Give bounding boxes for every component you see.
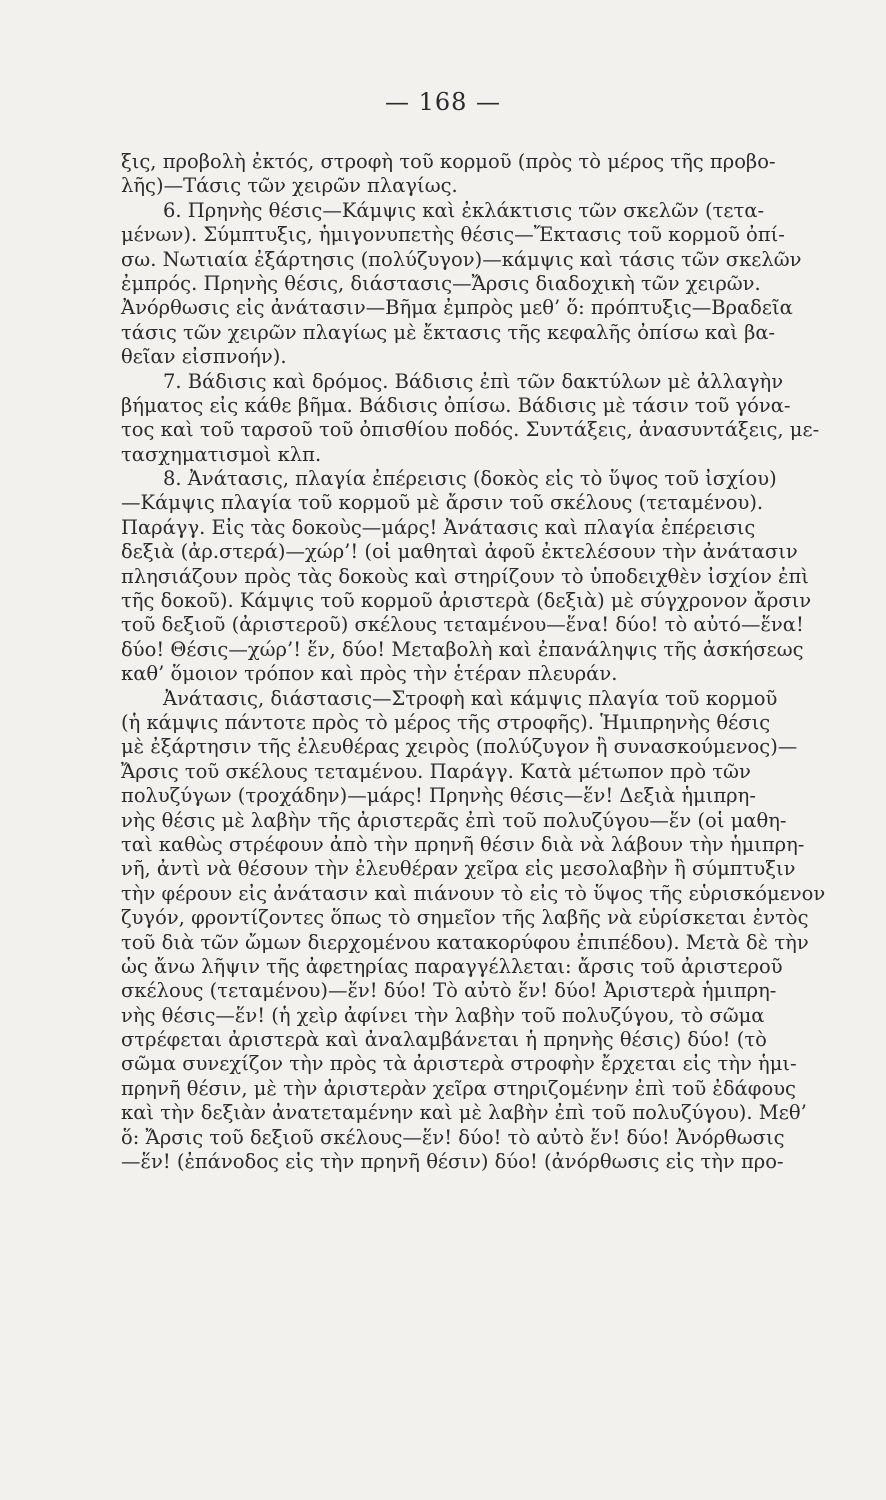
- text-line: —ἕν! (ἐπάνοδος εἰς τὴν πρηνῆ θέσιν) δύο! (ἀνόρθωσις εἰς τὴν προ-: [121, 1150, 784, 1174]
- text-line: 8. Ἀνάτασις, πλαγία ἐπέρεισις (δοκὸς εἰς τὸ ὕψος τοῦ ἰσχίου): [163, 467, 777, 491]
- body-text: [121, 150, 881, 1174]
- text-line: καὶ τὴν δεξιὰν ἀνατεταμένην καὶ μὲ λαβὴν ἐπὶ τοῦ πολυζύγου). Μεθ’: [121, 1101, 807, 1125]
- text-line: τος καὶ τοῦ ταρσοῦ τοῦ ὀπισθίου ποδός. Συντάξεις, ἀνασυντάξεις, με-: [121, 418, 820, 442]
- text-line: σκέλους (τεταμένου)—ἕν! δύο! Τὸ αὐτὸ ἕν! δύο! Ἀριστερὰ ἡμιπρη-: [121, 979, 777, 1003]
- text-line: τοῦ διὰ τῶν ὤμων διερχομένου κατακορύφου ἐπιπέδου). Μετὰ δὲ τὴν: [121, 930, 809, 954]
- text-line: πλησιάζουν πρὸς τὰς δοκοὺς καὶ στηρίζουν τὸ ὑποδειχθὲν ἰσχίον ἐπὶ: [121, 564, 809, 588]
- text-line: λῆς)—Τάσις τῶν χειρῶν πλαγίως.: [121, 174, 458, 198]
- text-line: τασχηματισμοὶ κλπ.: [121, 442, 322, 466]
- text-line: σω. Νωτιαία ἐξάρτησις (πολύζυγον)—κάμψις καὶ τάσις τῶν σκελῶν: [121, 247, 802, 271]
- text-line: ὡς ἄνω λῆψιν τῆς ἀφετηρίας παραγγέλλεται: ἄρσις τοῦ ἀριστεροῦ: [121, 954, 783, 978]
- text-line: στρέφεται ἀριστερὰ καὶ ἀναλαμβάνεται ἡ πρηνὴς θέσις) δύο! (τὸ: [121, 1028, 767, 1052]
- text-line: Ἀνόρθωσις εἰς ἀνάτασιν—Βῆμα ἐμπρὸς μεθ’ ὅ: πρόπτυξις—Βραδεῖα: [121, 296, 793, 320]
- text-line: τάσις τῶν χειρῶν πλαγίως μὲ ἔκτασις τῆς κεφαλῆς ὀπίσω καὶ βα-: [121, 320, 776, 344]
- text-line: ἐμπρός. Πρηνὴς θέσις, διάστασις—Ἄρσις διαδοχικὴ τῶν χειρῶν.: [121, 271, 761, 295]
- text-line: ζυγόν, φροντίζοντες ὅπως τὸ σημεῖον τῆς λαβῆς νὰ εὑρίσκεται ἐντὸς: [121, 906, 809, 930]
- text-line: καθ’ ὅμοιον τρόπον καὶ πρὸς τὴν ἑτέραν πλευράν.: [121, 662, 618, 686]
- text-line: (ἡ κάμψις πάντοτε πρὸς τὸ μέρος τῆς στροφῆς). Ἡμιπρηνὴς θέσις: [121, 710, 771, 734]
- text-line: νὴς θέσις—ἕν! (ἡ χεὶρ ἀφίνει τὴν λαβὴν τοῦ πολυζύγου, τὸ σῶμα: [121, 1003, 765, 1027]
- text-line: Παράγγ. Εἰς τὰς δοκοὺς—μάρς! Ἀνάτασις καὶ πλαγία ἐπέρεισις: [121, 515, 756, 539]
- text-line: νῆ, ἀντὶ νὰ θέσουν τὴν ἐλευθέραν χεῖρα εἰς μεσολαβὴν ἢ σύμπτυξιν: [121, 857, 796, 881]
- page-number: — 168 —: [384, 88, 502, 116]
- text-line: πρηνῆ θέσιν, μὲ τὴν ἀριστερὰν χεῖρα στηριζομένην ἐπὶ τοῦ ἐδάφους: [121, 1076, 796, 1100]
- text-line: βήματος εἰς κάθε βῆμα. Βάδισις ὀπίσω. Βάδισις μὲ τάσιν τοῦ γόνα-: [121, 393, 791, 417]
- text-line: 6. Πρηνὴς θέσις—Κάμψις καὶ ἐκλάκτισις τῶν σκελῶν (τετα-: [163, 198, 765, 222]
- text-line: δεξιὰ (ἀρ.στερά)—χώρ’! (οἱ μαθηταὶ ἀφοῦ ἐκτελέσουν τὴν ἀνάτασιν: [121, 540, 798, 564]
- text-line: ταὶ καθὼς στρέφουν ἀπὸ τὴν πρηνῆ θέσιν διὰ νὰ λάβουν τὴν ἡμιπρη-: [121, 832, 805, 856]
- text-line: νὴς θέσις μὲ λαβὴν τῆς ἀριστερᾶς ἐπὶ τοῦ πολυζύγου—ἕν (οἱ μαθη-: [121, 808, 787, 832]
- text-line: μὲ ἐξάρτησιν τῆς ἐλευθέρας χειρὸς (πολύζυγον ἢ συνασκούμενος)—: [121, 735, 798, 759]
- text-line: πολυζύγων (τροχάδην)—μάρς! Πρηνὴς θέσις—ἕν! Δεξιὰ ἡμιπρη-: [121, 784, 756, 808]
- text-line: Ἀνάτασις, διάστασις—Στροφὴ καὶ κάμψις πλαγία τοῦ κορμοῦ: [163, 686, 778, 710]
- text-line: —Κάμψις πλαγία τοῦ κορμοῦ μὲ ἄρσιν τοῦ σκέλους (τεταμένου).: [121, 491, 764, 515]
- text-line: θεῖαν εἰσπνοήν).: [121, 345, 287, 369]
- text-line: σῶμα συνεχίζον τὴν πρὸς τὰ ἀριστερὰ στροφὴν ἔρχεται εἰς τὴν ἡμι-: [121, 1052, 797, 1076]
- text-line: δύο! Θέσις—χώρ’! ἕν, δύο! Μεταβολὴ καὶ ἐπανάληψις τῆς ἀσκήσεως: [121, 637, 804, 661]
- text-line: ὅ: Ἄρσις τοῦ δεξιοῦ σκέλους—ἕν! δύο! τὸ αὐτὸ ἕν! δύο! Ἀνόρθωσις: [121, 1125, 785, 1149]
- text-line: 7. Βάδισις καὶ δρόμος. Βάδισις ἐπὶ τῶν δακτύλων μὲ ἀλλαγὴν: [163, 369, 784, 393]
- text-line: ξις, προβολὴ ἐκτός, στροφὴ τοῦ κορμοῦ (πρὸς τὸ μέρος τῆς προβο-: [121, 150, 776, 173]
- text-line: τὴν φέρουν εἰς ἀνάτασιν καὶ πιάνουν τὸ εἰς τὸ ὕψος τῆς εὑρισκόμενον: [121, 881, 826, 905]
- text-line: τῆς δοκοῦ). Κάμψις τοῦ κορμοῦ ἀριστερὰ (δεξιὰ) μὲ σύγχρονον ἄρσιν: [121, 589, 812, 613]
- text-line: Ἄρσις τοῦ σκέλους τεταμένου. Παράγγ. Κατὰ μέτωπον πρὸ τῶν: [121, 759, 751, 783]
- text-line: τοῦ δεξιοῦ (ἀριστεροῦ) σκέλους τεταμένου—ἕνα! δύο! τὸ αὐτό—ἕνα!: [121, 613, 804, 637]
- text-line: μένων). Σύμπτυξις, ἡμιγονυπετὴς θέσις—Ἔκτασις τοῦ κορμοῦ ὀπί-: [121, 223, 785, 247]
